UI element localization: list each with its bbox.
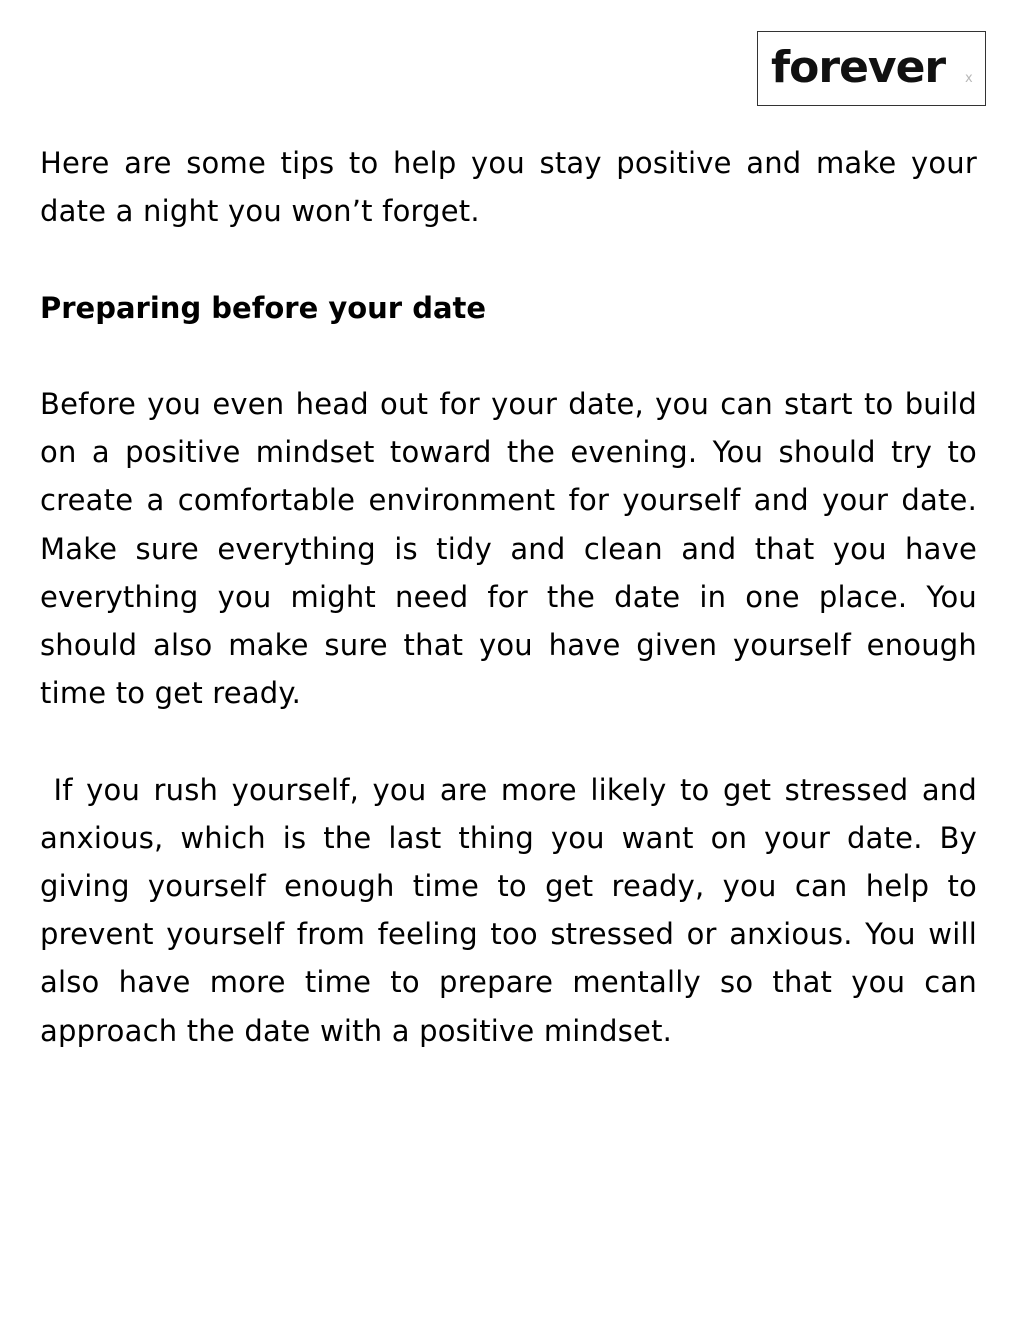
section-heading: Preparing before your date (40, 290, 487, 325)
brand-logo (757, 31, 986, 106)
body-paragraph-1: Before you even head out for your date, you can start to build on a positive mindset toward the evening. You should try to create a comfortable environment for yourself and your date. Make sure everything is tidy and clean and that you have everything you might need for the date in one place. You should also make sure that you have given yourself enough time to get ready. (40, 386, 977, 711)
spacer (40, 332, 977, 380)
intro-paragraph: Here are some tips to help you stay positive and make your date a night you won’t forget. (40, 146, 977, 229)
spacer (40, 235, 977, 283)
logo-x-mark: x (965, 71, 973, 86)
body-paragraph-2: If you rush yourself, you are more likely to get stressed and anxious, which is the last thing you want on your date. By giving yourself enough time to get ready, you can help to prevent yourself from feeling too stressed or anxious. You will also have more time to prepare mentally so that you can approach the date with a positive mindset. (40, 772, 987, 1048)
logo-wordmark: forever (771, 42, 946, 93)
spacer (40, 717, 977, 765)
document-body (40, 139, 987, 1055)
